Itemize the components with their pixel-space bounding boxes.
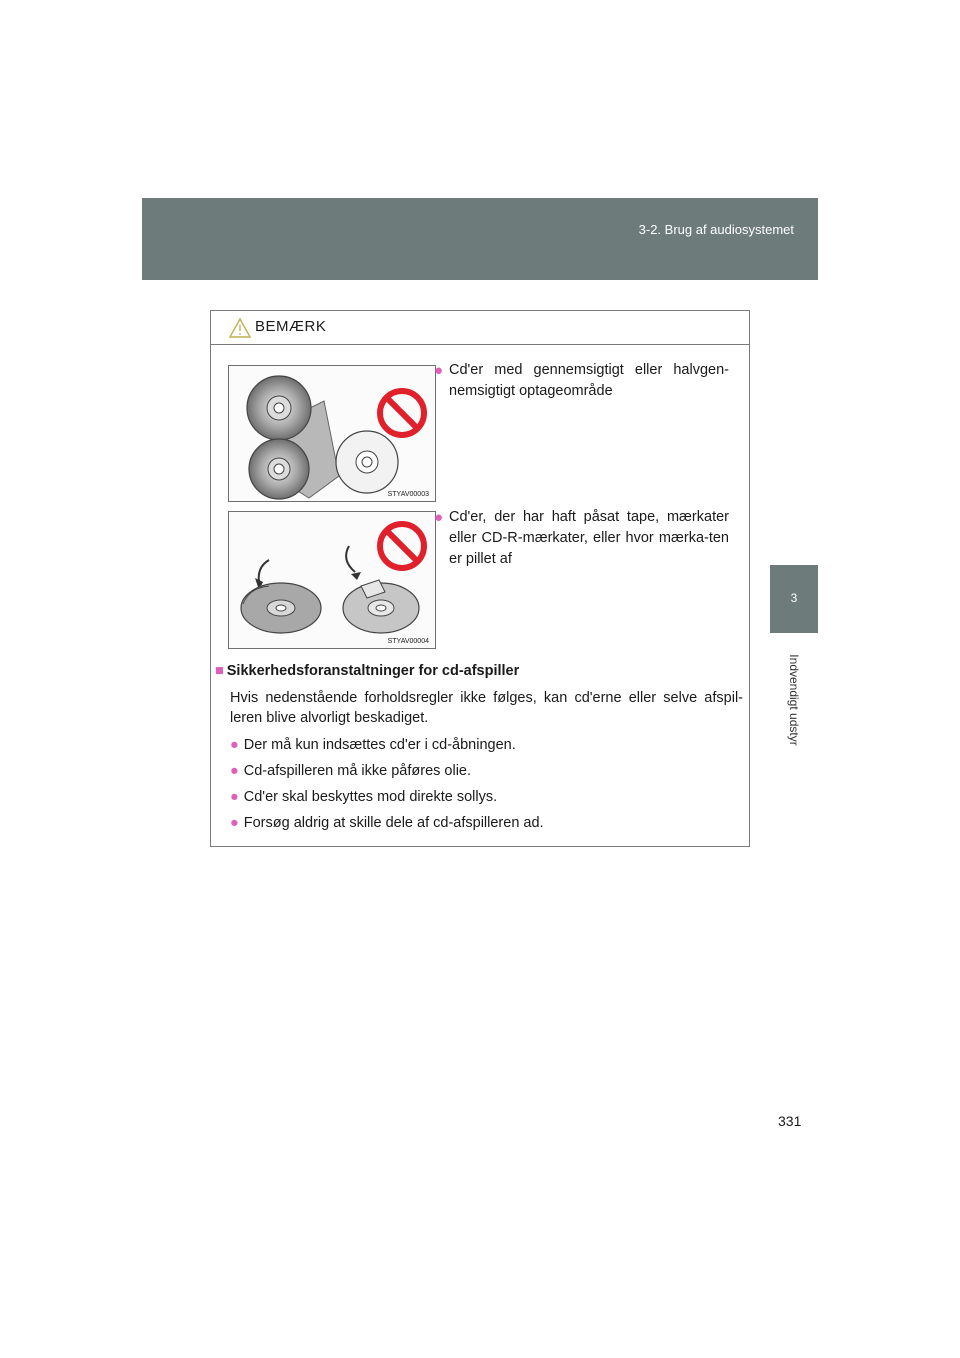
list-item-text: Forsøg aldrig at skille dele af cd-afspilleren ad. — [243, 815, 544, 831]
bullet-dot-icon: ● — [230, 789, 239, 805]
square-bullet-icon: ■ — [215, 663, 224, 679]
figure-labeled-cds — [228, 511, 436, 649]
bullet-dot-icon: ● — [434, 362, 444, 379]
list-item — [230, 737, 516, 753]
list-item — [230, 789, 497, 805]
section-title: 3-2. Brug af audiosystemet — [638, 222, 794, 237]
chapter-number: 3 — [790, 591, 798, 605]
notice-header — [211, 311, 749, 345]
cd-illustration — [229, 366, 435, 501]
notice-box — [210, 310, 750, 847]
list-item — [230, 815, 544, 831]
list-item — [230, 763, 471, 779]
bullet-text: Cd'er med gennemsigtigt eller halvgen-nemsigtigt optageområde — [449, 362, 729, 399]
list-item-text: Der må kun indsættes cd'er i cd-åbningen. — [243, 737, 516, 753]
section-heading-text: Sikkerhedsforanstaltninger for cd-afspiller — [226, 663, 520, 679]
page-number: 331 — [778, 1113, 802, 1129]
chapter-tab — [770, 565, 818, 633]
header-band — [142, 198, 818, 280]
list-item-text: Cd-afspilleren må ikke påføres olie. — [243, 763, 472, 779]
notice-title: BEMÆRK — [255, 318, 327, 335]
figure-code: STYAV00004 — [387, 638, 429, 645]
figure-code: STYAV00003 — [387, 491, 429, 498]
list-item-text: Cd'er skal beskyttes mod direkte sollys. — [243, 789, 498, 805]
bullet-dot-icon: ● — [434, 509, 444, 526]
bullet-dot-icon: ● — [230, 763, 239, 779]
no-symbol-icon — [380, 391, 424, 435]
figure-transparent-cds — [228, 365, 436, 502]
bullet-dot-icon: ● — [230, 737, 239, 753]
chapter-label: Indvendigt udstyr — [787, 654, 801, 746]
section-paragraph: Hvis nedenstående forholdsregler ikke følges, kan cd'erne eller selve afspil-leren blive alvorligt beskadiget. — [230, 690, 743, 726]
bullet-text: Cd'er, der har haft påsat tape, mærkater eller CD-R-mærkater, eller hvor mærka-ten er pillet af — [449, 509, 729, 567]
bullet-dot-icon: ● — [230, 815, 239, 831]
no-symbol-icon — [380, 524, 424, 568]
section-heading — [215, 663, 519, 679]
cd-label-illustration — [229, 512, 435, 648]
warning-triangle-icon — [228, 317, 252, 339]
